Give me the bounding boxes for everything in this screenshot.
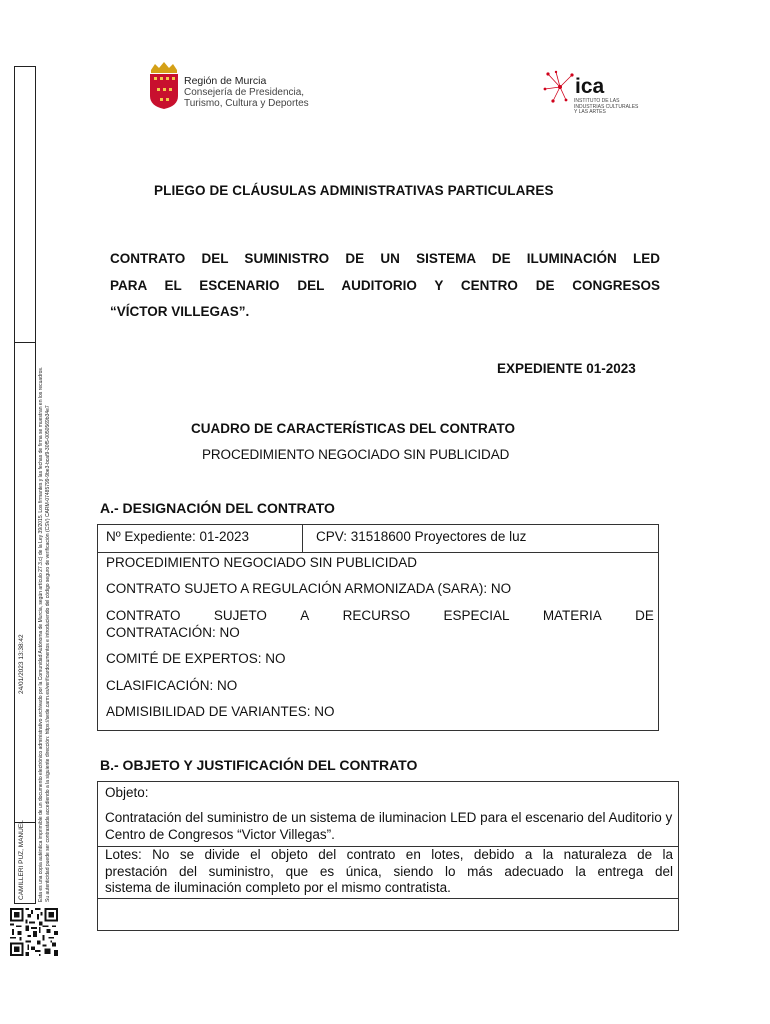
consejeria-line: Consejería de Presidencia, <box>184 87 305 98</box>
comite-row: COMITÉ DE EXPERTOS: NO <box>106 651 286 666</box>
recurso-word: RECURSO <box>342 608 411 623</box>
region-murcia-crest-icon <box>148 62 180 110</box>
cpv-cell: CPV: 31518600 Proyectores de luz <box>316 529 527 544</box>
recurso-word: ESPECIAL <box>443 608 510 623</box>
recurso-word: CONTRATO <box>106 608 181 623</box>
ica-subtitle-line: INSTITUTO DE LAS <box>574 98 620 104</box>
procedimiento-row: PROCEDIMIENTO NEGOCIADO SIN PUBLICIDAD <box>106 555 418 570</box>
region-name: Región de Murcia <box>184 75 267 87</box>
recurso-word: SUJETO <box>213 608 267 623</box>
variantes-row: ADMISIBILIDAD DE VARIANTES: NO <box>106 704 335 719</box>
section-a-heading: A.- DESIGNACIÓN DEL CONTRATO <box>100 500 335 516</box>
signer-name: CAMILLERI PUZ, MANUEL <box>18 820 25 900</box>
consejeria-line: Turismo, Cultura y Deportes <box>184 98 309 109</box>
contract-title-line: “VÍCTOR VILLEGAS”. <box>110 304 250 319</box>
contract-title <box>110 246 660 326</box>
recurso-word: MATERIA <box>542 608 602 623</box>
ica-subtitle-line: INDUSTRIAS CULTURALES <box>574 103 639 110</box>
table-header-row <box>98 525 658 553</box>
contract-title-line: CONTRATO DEL SUMINISTRO DE UN SISTEMA DE ILUMINACIÓN LED <box>110 251 660 266</box>
designation-table <box>97 524 659 731</box>
ica-star-icon <box>543 70 577 104</box>
clasificacion-row: CLASIFICACIÓN: NO <box>106 678 238 693</box>
lotes-line: sistema de iluminación completo por el mismo contratista. <box>105 880 451 895</box>
ica-subtitle-line: Y LAS ARTES <box>574 109 606 115</box>
qr-code-icon <box>10 908 58 956</box>
strip-divider <box>14 342 36 343</box>
contract-title-line: PARA EL ESCENARIO DEL AUDITORIO Y CENTRO DE CONGRESOS <box>110 277 660 293</box>
ica-subtitle <box>574 99 638 116</box>
expediente-cell: Nº Expediente: 01-2023 <box>106 529 250 544</box>
ica-wordmark: ica <box>575 75 605 98</box>
legal-notice-line2: Su autenticidad puede ser contrastada accediendo a la siguiente dirección: https://sede.carm.es/verificardocumentos e introduciendo del código seguro de verificación (CSV) CARM-07485799-9be3-bcaf9-30f5-0050569b34e7 <box>45 405 51 902</box>
lotes-text <box>105 847 673 897</box>
recurso-row <box>106 607 654 641</box>
sara-row: CONTRATO SUJETO A REGULACIÓN ARMONIZADA (SARA): NO <box>106 581 512 596</box>
cuadro-title: CUADRO DE CARACTERÍSTICAS DEL CONTRATO <box>191 421 516 436</box>
objeto-box <box>97 781 679 931</box>
legal-notice-line1: Esta es una copia auténtica imprimible de un documento electrónico administrativo archivado por la Comunidad Autónoma de Murcia, según artículo 27.3.c) de la Ley 39/2015. Los firmantes y las fechas de firma se muestran en los recuadros. <box>38 366 44 902</box>
recurso-word: DE <box>635 608 654 623</box>
lotes-line: Lotes: No se divide el objeto del contrato en lotes, debido a la naturaleza de la <box>105 847 673 862</box>
objeto-text: Contratación del suministro de un sistema de iluminacion LED para el escenario del Auditorio y Centro de Congresos “Victor Villegas”. <box>105 810 673 842</box>
objeto-label: Objeto: <box>105 785 149 800</box>
signature-date: 24/01/2023 13:38:42 <box>18 634 25 694</box>
cell-divider <box>302 525 303 552</box>
recurso-line1 <box>106 607 654 624</box>
document-title: PLIEGO DE CLÁUSULAS ADMINISTRATIVAS PARTICULARES <box>154 183 554 198</box>
box-divider <box>98 898 678 899</box>
procedimiento-subtitle: PROCEDIMIENTO NEGOCIADO SIN PUBLICIDAD <box>202 447 510 462</box>
lotes-line: prestación del suministro, que es única, siendo lo más adecuado la entrega del <box>105 863 673 879</box>
section-b-heading: B.- OBJETO Y JUSTIFICACIÓN DEL CONTRATO <box>100 757 418 773</box>
recurso-word: A <box>300 608 310 623</box>
recurso-line2: CONTRATACIÓN: NO <box>106 625 240 640</box>
region-logo-text <box>184 76 309 109</box>
expediente-number: EXPEDIENTE 01-2023 <box>497 361 636 376</box>
verification-strip <box>14 66 36 904</box>
